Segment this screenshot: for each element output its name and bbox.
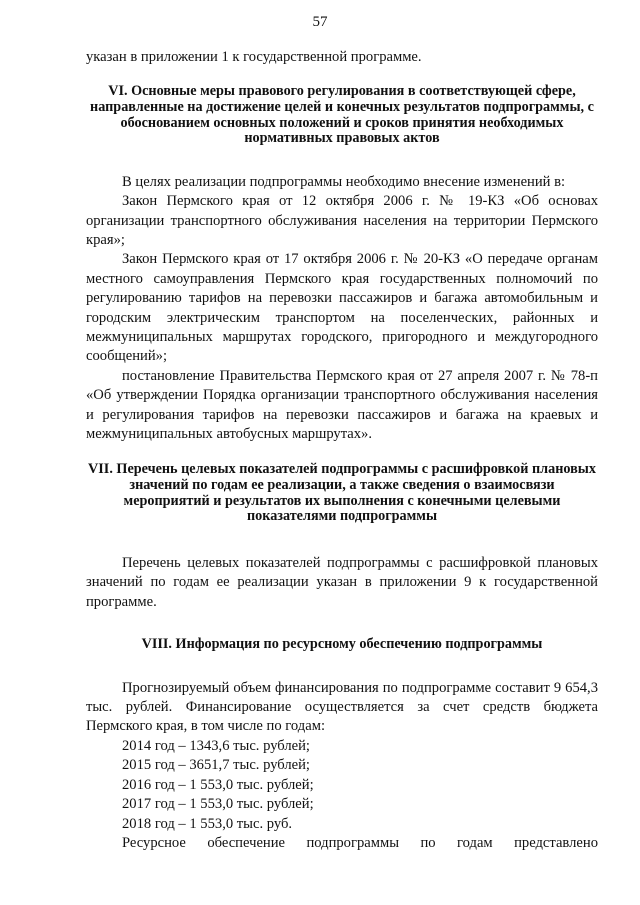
- funding-by-year-list: [86, 737, 598, 834]
- section-6-item-3: постановление Правительства Пермского края от 27 апреля 2007 г. № 78-п «Об утверждении Порядка организации транспортного обслуживания населения и регулирования тарифов на перевозки пассажиров и багажа на краевых и межмуниципальных автобусных маршрутах».: [86, 367, 598, 443]
- funding-year-2016: 2016 год – 1 553,0 тыс. рублей;: [122, 776, 314, 793]
- section-8-last-line: Ресурсное обеспечение подпрограммы по годам представлено: [122, 834, 598, 851]
- funding-year-2017: 2017 год – 1 553,0 тыс. рублей;: [122, 796, 314, 813]
- section-6-heading: VI. Основные меры правового регулирования в соответствующей сфере, направленные на достижение целей и конечных результатов подпрограммы, с обоснованием основных положений и сроков принятия необходимых нормативных правовых актов: [90, 83, 594, 147]
- section-6-item-1: Закон Пермского края от 12 октября 2006 г. № 19-КЗ «Об основах организации транспортного обслуживания населения на территории Пермского края»;: [86, 193, 598, 248]
- section-6-intro: В целях реализации подпрограммы необходимо внесение изменений в:: [122, 173, 566, 190]
- section-8-heading: VIII. Информация по ресурсному обеспечению подпрограммы: [141, 636, 543, 653]
- section-6-item-2: Закон Пермского края от 17 октября 2006 г. № 20-КЗ «О передаче органам местного самоуправления Пермского края государственных полномочий по регулированию тарифов на перевозки пассажиров и багажа автомобильным и городским электрическим транспортом на поселенческих, районных и межмуниципальных маршрутах городского, пригородного и междугородного сообщений»;: [86, 251, 598, 365]
- page-number: 57: [312, 14, 328, 30]
- intro-line: указан в приложении 1 к государственной программе.: [86, 49, 422, 65]
- section-7-heading: VII. Перечень целевых показателей подпрограммы с расшифровкой плановых значений по годам ее реализации, а также сведения о взаимосвязи мероприятий и результатов их выполнения с конечными целевыми показателями подпрограммы: [88, 461, 596, 525]
- funding-year-2015: 2015 год – 3651,7 тыс. рублей;: [122, 757, 310, 774]
- section-8-text: Прогнозируемый объем финансирования по подпрограмме составит 9 654,3 тыс. рублей. Финансирование осуществляется за счет средств бюджета Пермского края, в том числе по годам:: [86, 679, 598, 735]
- page-content: [86, 48, 598, 853]
- funding-year-2014: 2014 год – 1343,6 тыс. рублей;: [122, 737, 310, 754]
- funding-year-2018: 2018 год – 1 553,0 тыс. руб.: [122, 815, 293, 832]
- section-7-text: Перечень целевых показателей подпрограммы с расшифровкой плановых значений по годам ее реализации указан в приложении 9 к государственной программе.: [86, 554, 598, 610]
